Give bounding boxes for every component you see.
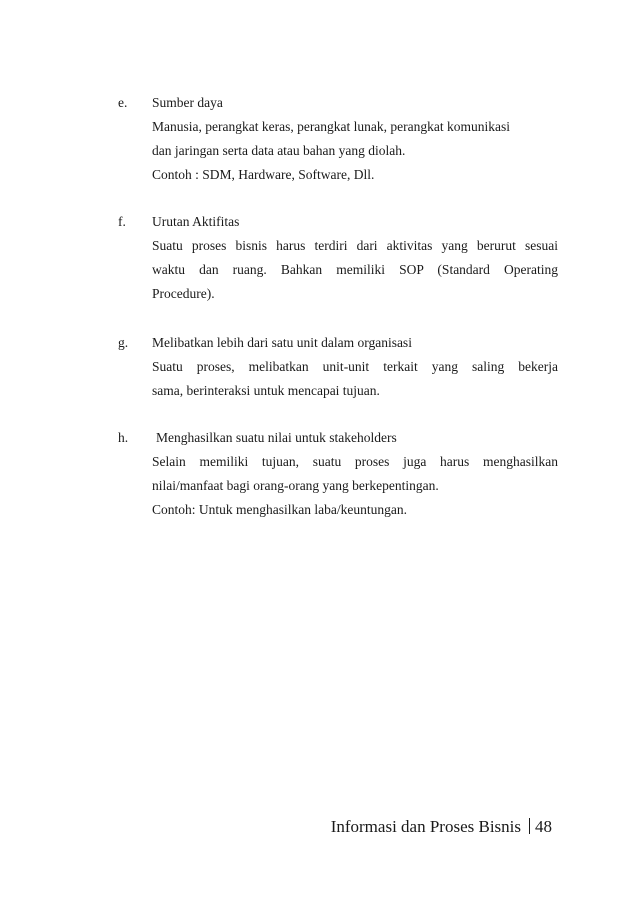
list-marker: e. <box>118 95 128 110</box>
item-text-line: Selain memiliki tujuan, suatu proses juga harus menghasilkan <box>152 454 558 469</box>
item-text-line: Manusia, perangkat keras, perangkat lunak, perangkat komunikasi <box>152 119 511 134</box>
item-text-line: Contoh: Untuk menghasilkan laba/keuntungan. <box>152 502 407 517</box>
item-text-line: Suatu proses bisnis harus terdiri dari aktivitas yang berurut sesuai <box>152 238 558 253</box>
item-text-line: sama, berinteraksi untuk mencapai tujuan. <box>152 383 380 398</box>
list-item-e <box>118 91 558 187</box>
item-text-line: dan jaringan serta data atau bahan yang diolah. <box>152 143 406 158</box>
footer-separator <box>529 818 530 834</box>
item-text-line: waktu dan ruang. Bahkan memiliki SOP (Standard Operating <box>152 262 558 277</box>
list-marker: g. <box>118 335 129 350</box>
item-heading: Menghasilkan suatu nilai untuk stakeholders <box>156 430 397 445</box>
footer-title: Informasi dan Proses Bisnis <box>330 817 521 836</box>
item-text-line: nilai/manfaat bagi orang-orang yang berkepentingan. <box>152 478 439 493</box>
item-heading: Melibatkan lebih dari satu unit dalam organisasi <box>152 335 412 350</box>
item-text-line: Procedure). <box>152 286 215 301</box>
list-marker: h. <box>118 430 129 445</box>
list-item-f <box>118 210 558 306</box>
item-text-line: Suatu proses, melibatkan unit-unit terkait yang saling bekerja <box>152 359 558 374</box>
item-heading: Sumber daya <box>152 95 223 110</box>
list-item-g <box>118 331 558 403</box>
page-number: 48 <box>535 817 552 836</box>
list-marker: f. <box>118 214 126 229</box>
item-heading: Urutan Aktifitas <box>152 214 240 229</box>
item-text-line: Contoh : SDM, Hardware, Software, Dll. <box>152 167 375 182</box>
list-item-h <box>118 426 558 522</box>
page-footer <box>331 815 552 839</box>
